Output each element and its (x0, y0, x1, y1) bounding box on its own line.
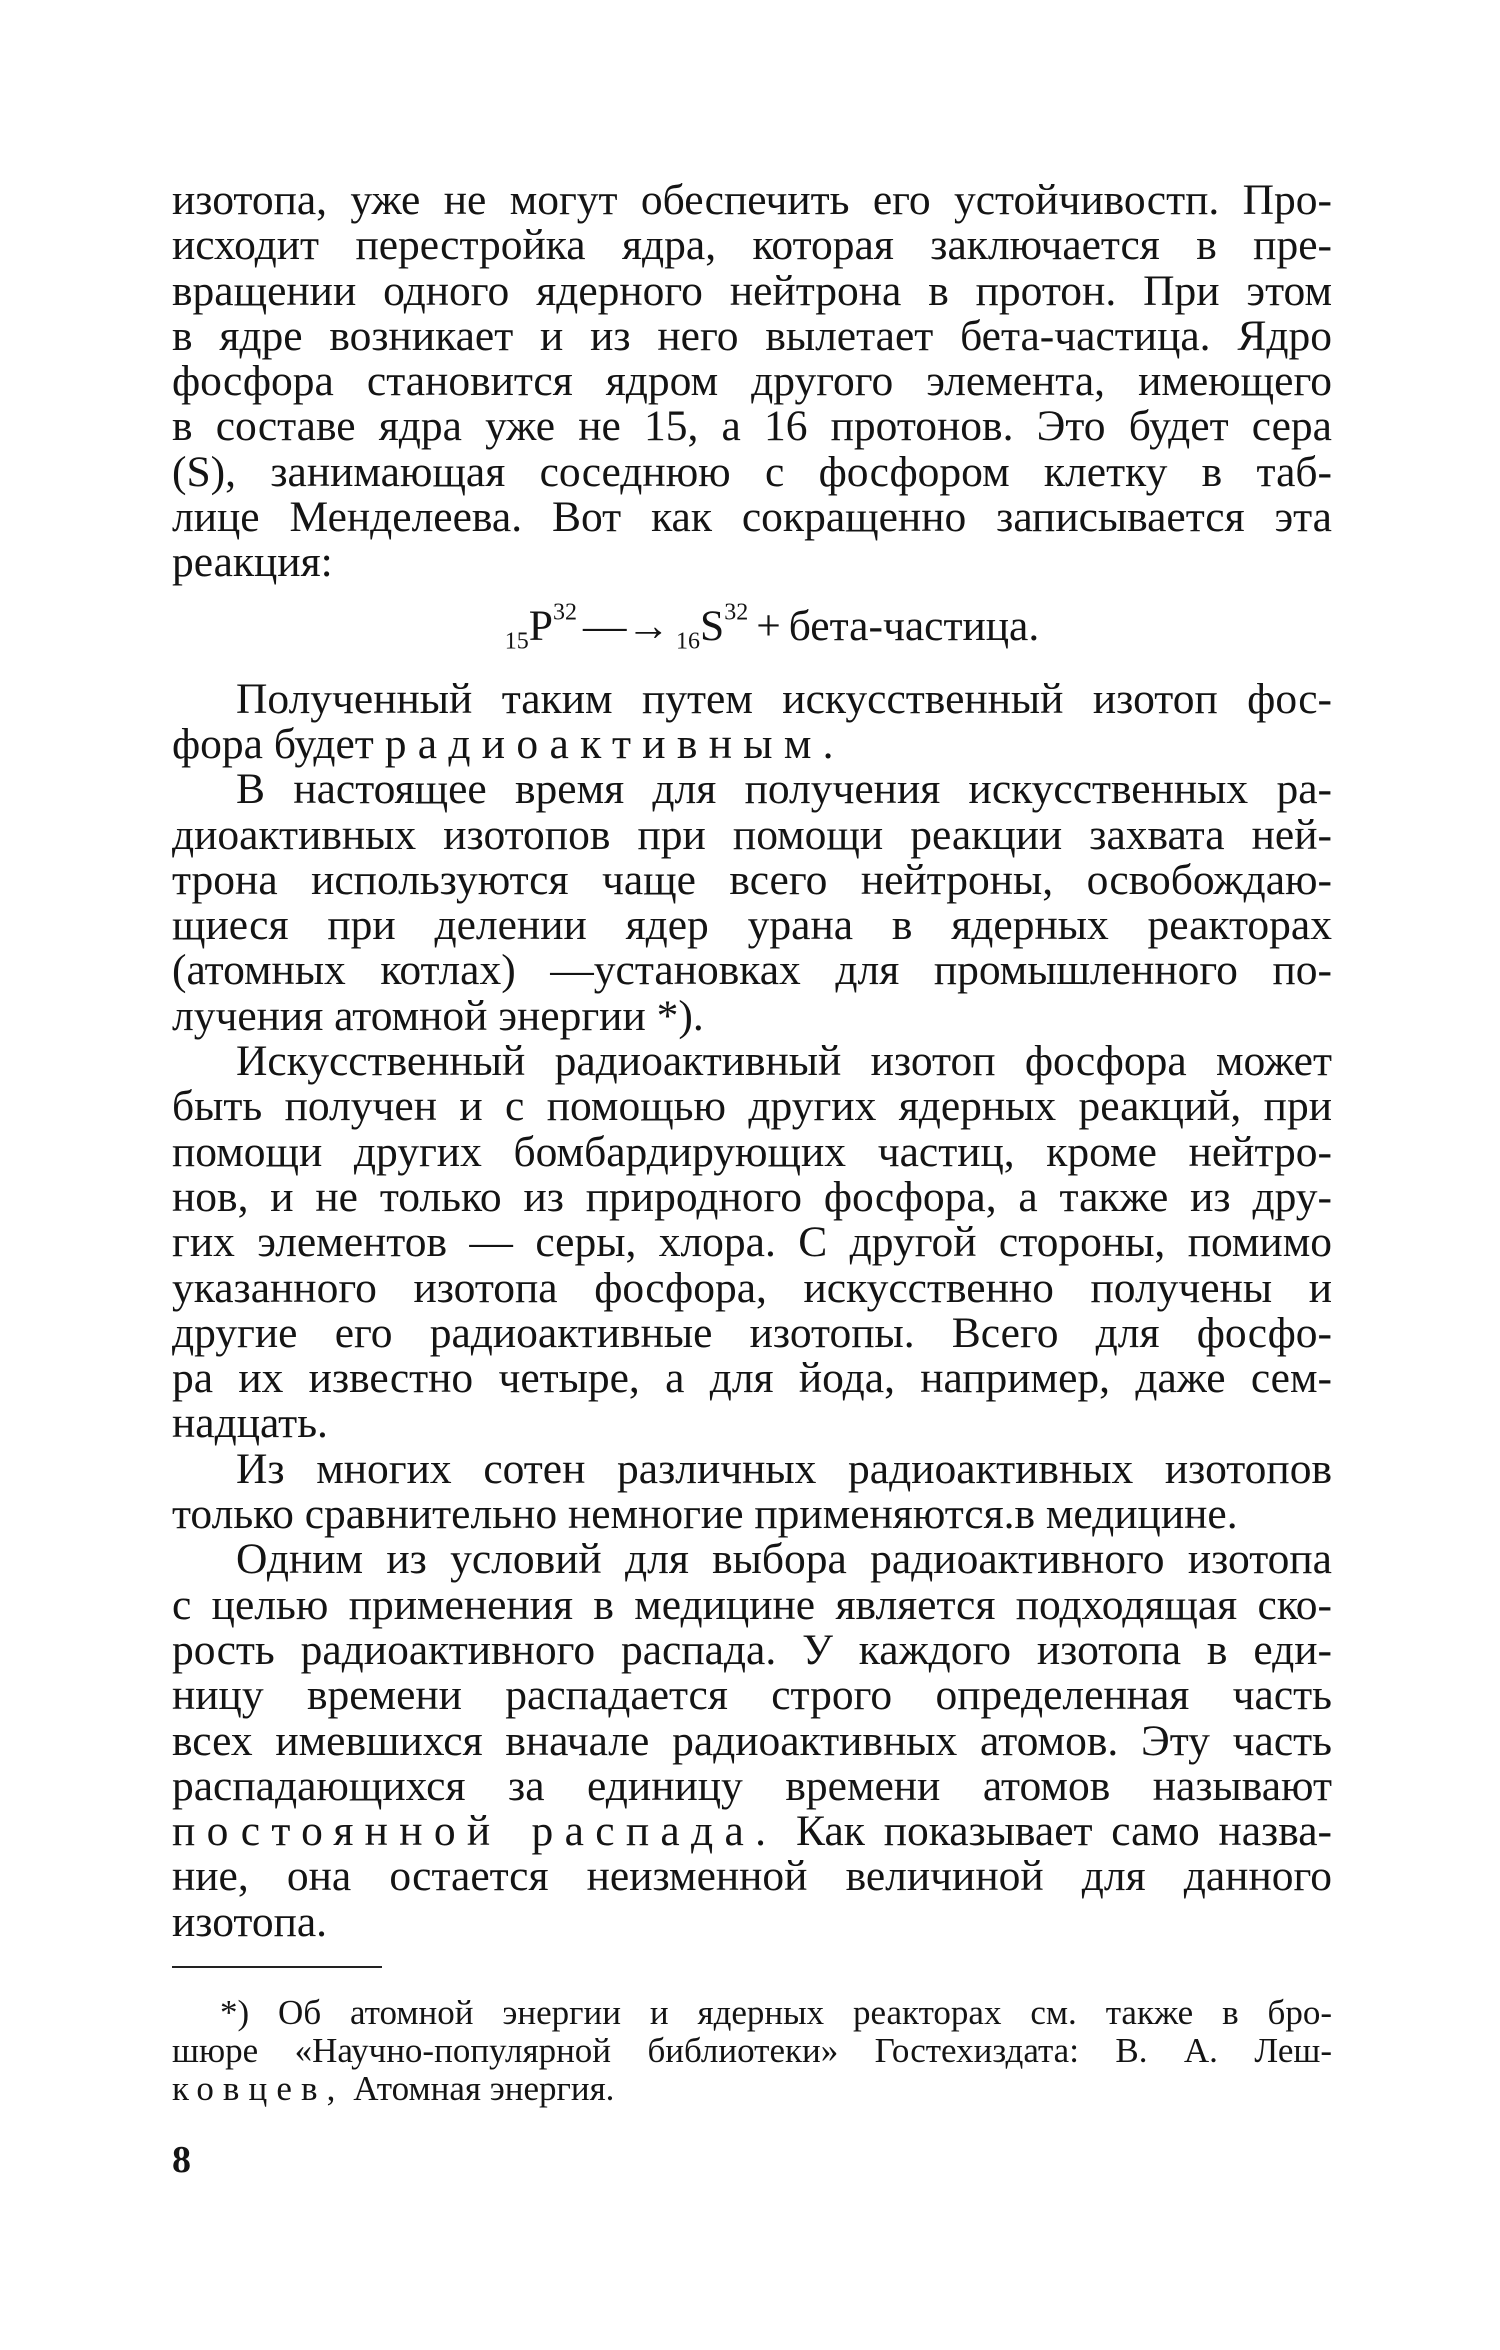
text-line (172, 1809, 1332, 1854)
text-line: указанного изотопа фосфора, искусственно получены и (172, 1263, 1332, 1312)
text-line: Из многих сотен различных радиоактивных изотопов (236, 1444, 1332, 1493)
spaced-term-radioactive: радиоактивным. (384, 719, 845, 768)
phosphorus-mass-number: 32 (553, 599, 577, 626)
phosphorus-symbol: P (528, 601, 553, 650)
spaced-term-decay-constant: постоянной распада. (172, 1807, 778, 1856)
text-line: щиеся при делении ядер урана в ядерных реакторах (172, 901, 1332, 950)
text-line: (атомных котлах) —установках для промышленного по- (172, 946, 1332, 995)
text-line: помощи других бомбардирующих частиц, кроме нейтро- (172, 1127, 1332, 1176)
text-line: нов, и не только из природного фосфора, а также из дру- (172, 1172, 1332, 1221)
text-line: рость радиоактивного распада. У каждого изотопа в еди- (172, 1625, 1332, 1674)
page-number: 8 (172, 2139, 191, 2181)
text-line: распадающихся за единицу времени атомов называют (172, 1761, 1332, 1810)
text-line: исходит перестройка ядра, которая заключается в пре- (172, 221, 1332, 270)
text-line: в ядре возникает и из него вылетает бета-частица. Ядро (172, 311, 1332, 360)
text-line: лице Менделеева. Вот как сокращенно записывается эта (172, 493, 1332, 542)
text-line: гих элементов — серы, хлора. С другой стороны, помимо (172, 1218, 1332, 1267)
text-line: быть получен и с помощью других ядерных реакций, при (172, 1082, 1332, 1131)
paragraph-1 (172, 178, 1332, 586)
text-line: реакция: (172, 538, 333, 587)
text-line: с целью применения в медицине является подходящая ско- (172, 1580, 1332, 1629)
text-line: в составе ядра уже не 15, а 16 протонов. Это будет сера (172, 402, 1332, 451)
footnote-rule (172, 1966, 382, 1968)
sulfur-mass-number: 32 (724, 599, 749, 626)
text-line: ние, она остается неизменной величиной для данного (172, 1852, 1332, 1901)
text-line: диоактивных изотопов при помощи реакции захвата ней- (172, 810, 1332, 859)
text-line: вращении одного ядерного нейтрона в протон. При этом (172, 266, 1332, 315)
paragraph-4 (172, 1039, 1332, 1447)
text-line: лучения атомной энергии *). (172, 991, 704, 1040)
text-line: ра их известно четыре, а для йода, например, даже сем- (172, 1354, 1332, 1403)
text-line: трона используются чаще всего нейтроны, освобождаю- (172, 855, 1332, 904)
phosphorus-atomic-number: 15 (504, 628, 529, 655)
text-line: фосфора становится ядром другого элемента, имеющего (172, 357, 1332, 406)
footnote-line (172, 2070, 1332, 2108)
footnote-line: *) Об атомной энергии и ядерных реакторах см. также в бро- (220, 1993, 1332, 2032)
footnote (172, 1994, 1332, 2108)
text-line (172, 719, 1332, 768)
plus-sign: + (756, 601, 781, 650)
sulfur-atomic-number: 16 (676, 628, 700, 655)
text-line: всех имевшихся вначале радиоактивных атомов. Эту часть (172, 1716, 1332, 1765)
beta-particle-label: бета-частица. (788, 601, 1040, 650)
sulfur-symbol: S (700, 601, 725, 650)
text-fragment: Как показывает само назва- (777, 1807, 1332, 1856)
text-line: только сравнительно немногие применяются.в медицине. (172, 1490, 1238, 1539)
text-line: ницу времени распадается строго определенная часть (172, 1671, 1332, 1720)
paragraph-2 (172, 674, 1332, 768)
text-line: другие его радиоактивные изотопы. Всего для фосфо- (172, 1308, 1332, 1357)
reaction-arrow: —→ (583, 601, 670, 650)
footnote-title: Атомная энергия. (344, 2069, 615, 2108)
text-line: изотопа. (172, 1897, 328, 1946)
text-line: изотопа, уже не могут обеспечить его устойчивостп. Про- (172, 176, 1332, 224)
paragraph-6 (172, 1537, 1332, 1945)
main-text (172, 178, 1332, 1945)
footnote-author: ковцев, (172, 2069, 345, 2108)
text-fragment: фора будет (172, 719, 385, 768)
text-line: Одним из условий для выбора радиоактивного изотопа (236, 1535, 1332, 1584)
text-line: Искусственный радиоактивный изотоп фосфора может (236, 1037, 1332, 1086)
text-line: (S), занимающая соседнюю с фосфором клетку в таб- (172, 447, 1332, 496)
paragraph-5 (172, 1444, 1332, 1539)
reaction-formula (172, 599, 1332, 655)
paragraph-3 (172, 767, 1332, 1039)
text-line: Полученный таким путем искусственный изотоп фос- (236, 674, 1332, 723)
text-line: В настоящее время для получения искусственных ра- (236, 765, 1332, 814)
text-line: надцать. (172, 1399, 328, 1448)
footnote-line: шюре «Научно-популярной библиотеки» Гостехиздата: В. А. Леш- (172, 2031, 1332, 2070)
